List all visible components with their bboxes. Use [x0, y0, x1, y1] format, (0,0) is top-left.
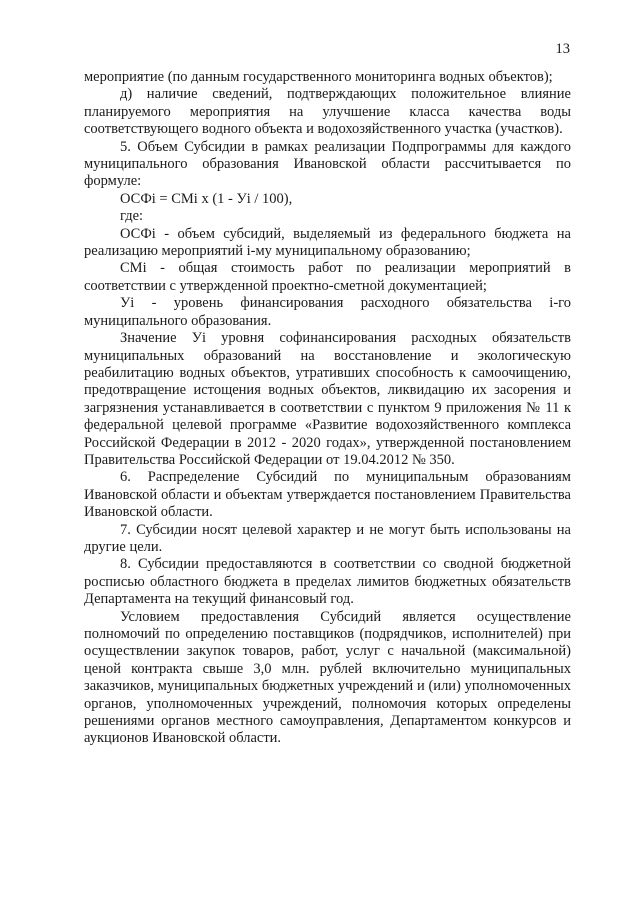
formula-term-sm: СМi - общая стоимость работ по реализации мероприятий в соответствии с утвержденной проектно-сметной документацией; — [84, 260, 571, 294]
paragraph-cofinancing: Значение Уi уровня софинансирования расходных обязательств муниципальных образований на восстановление и экологическую реабилитацию водных объектов, утративших способность к самоочищению, предотвращение истощения водных объектов, ликвидацию их засорения и загрязнения устанавливается в соответствии с пунктом 9 приложения № 11 к федеральной целевой программе «Развитие водохозяйственного комплекса Российской Федерации в 2012 - 2020 годах», утвержденной постановлением Правительства Российской Федерации от 19.04.2012 № 350. — [84, 330, 571, 468]
paragraph-item-d: д) наличие сведений, подтверждающих положительное влияние планируемого мероприятия на улучшение класса качества воды соответствующего водного объекта и водохозяйственного участка (участков). — [84, 86, 571, 138]
paragraph-item-8: 8. Субсидии предоставляются в соответствии со сводной бюджетной росписью областного бюджета в пределах лимитов бюджетных обязательств Департамента на текущий финансовый год. — [84, 556, 571, 608]
paragraph-condition: Условием предоставления Субсидий является осуществление полномочий по определению поставщиков (подрядчиков, исполнителей) при осуществлении закупок товаров, работ, услуг с начальной (максимальной) ценой контракта свыше 3,0 млн. рублей включительно муниципальных заказчиков, муниципальных бюджетных учреждений и (или) уполномоченных органов, уполномоченных учреждений, полномочия которых определены решениями органов местного самоуправления, Департаментом конкурсов и аукционов Ивановской области. — [84, 608, 571, 747]
formula-where: где: — [120, 208, 144, 225]
paragraph-item-5: 5. Объем Субсидии в рамках реализации Подпрограммы для каждого муниципального образования Ивановской области рассчитывается по формуле: — [84, 138, 571, 190]
paragraph-continuation: мероприятие (по данным государственного мониторинга водных объектов); — [84, 69, 553, 85]
formula-term-osf: ОСФi - объем субсидий, выделяемый из федерального бюджета на реализацию мероприятий i-му муниципальному образованию; — [84, 225, 571, 260]
paragraph-item-7: 7. Субсидии носят целевой характер и не могут быть использованы на другие цели. — [84, 521, 571, 555]
formula: ОСФi = СМi х (1 - Уi / 100), — [120, 190, 293, 207]
document-body — [84, 69, 571, 748]
paragraph-item-6: 6. Распределение Субсидий по муниципальным образованиям Ивановской области и объектам утверждается постановлением Правительства Ивановской области. — [84, 469, 571, 521]
page-number: 13 — [555, 41, 570, 57]
formula-term-u: Уi - уровень финансирования расходного обязательства i-го муниципального образования. — [84, 295, 571, 329]
